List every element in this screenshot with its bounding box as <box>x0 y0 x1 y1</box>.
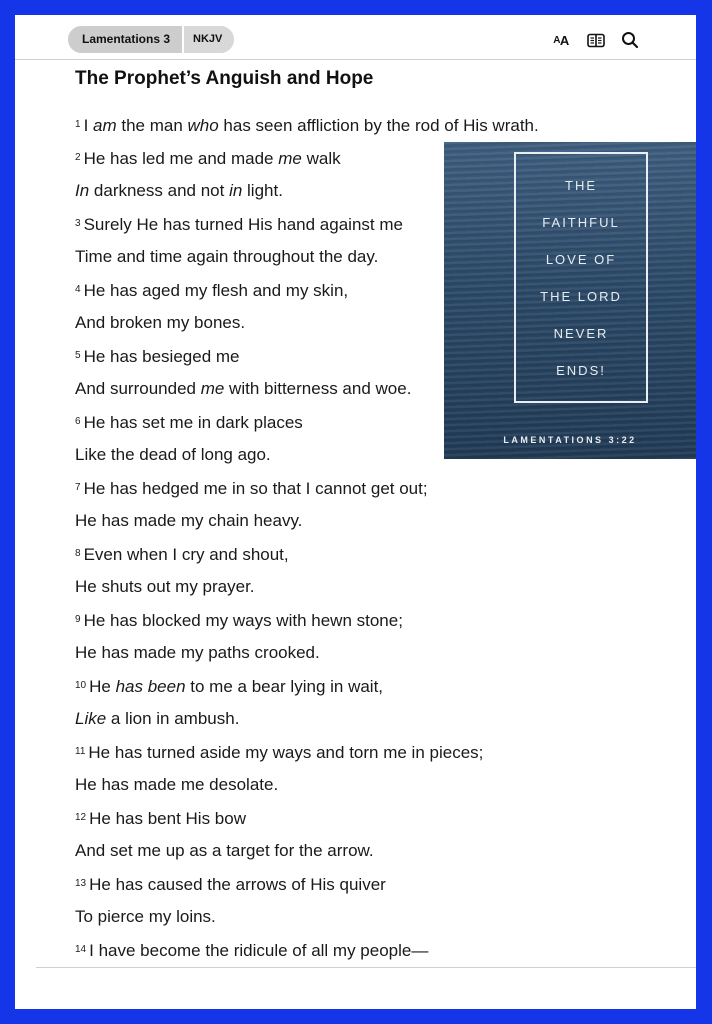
verse-number: 1 <box>75 119 81 130</box>
image-text-line: NEVER <box>553 326 609 341</box>
font-size-small-glyph: A <box>553 34 560 46</box>
verse-line[interactable] <box>75 542 635 575</box>
verse-line[interactable] <box>75 641 635 674</box>
verse-number: 10 <box>75 680 87 691</box>
verse-text: He has caused the arrows of His quiver <box>89 875 386 894</box>
verse-text: He <box>89 677 116 696</box>
verse-text: with bitterness and woe. <box>224 379 412 398</box>
verse-line[interactable] <box>75 872 635 905</box>
verse-text: He has bent His bow <box>89 809 246 828</box>
verse-text-italic: who <box>187 116 219 135</box>
verse-text-italic: has been <box>115 677 186 696</box>
font-size-icon[interactable] <box>549 29 573 51</box>
reference-selector <box>68 26 234 53</box>
verse-text: He has led me and made <box>83 149 279 168</box>
verse-line[interactable] <box>75 476 635 509</box>
verse-text-italic: am <box>93 116 117 135</box>
search-icon[interactable] <box>619 29 641 51</box>
verse-number: 13 <box>75 878 87 889</box>
verse-text: to me a bear lying in wait, <box>185 677 384 696</box>
verse-image[interactable] <box>444 142 696 459</box>
verse-line[interactable] <box>75 905 635 938</box>
verse-text: light. <box>242 181 283 200</box>
verse-text: Even when I cry and shout, <box>83 545 289 564</box>
verse-number: 3 <box>75 218 81 229</box>
verse-line[interactable] <box>75 608 635 641</box>
verse-text-italic: In <box>75 181 90 200</box>
verse-text: And surrounded <box>75 379 201 398</box>
top-toolbar <box>15 15 696 60</box>
verse-line[interactable] <box>75 806 635 839</box>
verse-number: 11 <box>75 746 86 757</box>
verse-text: walk <box>301 149 341 168</box>
verse-text: He has made me desolate. <box>75 775 279 794</box>
verse-text: He has set me in dark places <box>83 413 303 432</box>
verse-text: He has aged my flesh and my skin, <box>83 281 349 300</box>
verse-text: And broken my bones. <box>75 313 246 332</box>
verse-number: 9 <box>75 614 81 625</box>
verse-line[interactable] <box>75 707 635 740</box>
verse-number: 2 <box>75 152 81 163</box>
chapter-content <box>75 67 675 91</box>
verse-text: I have become the ridicule of all my people— <box>89 941 429 960</box>
book-chapter-button[interactable]: Lamentations 3 <box>68 26 182 53</box>
verse-text: He has made my paths crooked. <box>75 643 320 662</box>
verse-text: has seen affliction by the rod of His wrath. <box>218 116 539 135</box>
verse-number: 6 <box>75 416 81 427</box>
verse-line[interactable] <box>75 839 635 872</box>
verse-text: He has besieged me <box>83 347 240 366</box>
verse-line[interactable] <box>75 674 635 707</box>
verse-text: I <box>83 116 94 135</box>
verse-text: a lion in ambush. <box>106 709 240 728</box>
verse-line[interactable] <box>75 773 635 806</box>
verse-text: the man <box>116 116 188 135</box>
bible-reader-screen <box>15 15 696 1009</box>
verse-number: 14 <box>75 944 87 955</box>
verse-number: 4 <box>75 284 81 295</box>
bottom-divider <box>36 967 696 968</box>
verse-text: He has hedged me in so that I cannot get out; <box>83 479 428 498</box>
image-text-line: FAITHFUL <box>542 215 620 230</box>
verse-text: He has turned aside my ways and torn me in pieces; <box>88 743 484 762</box>
verse-text: darkness and not <box>89 181 230 200</box>
verse-number: 7 <box>75 482 81 493</box>
parallel-icon[interactable] <box>585 29 607 51</box>
verse-line[interactable] <box>75 740 635 773</box>
verse-text: Surely He has turned His hand against me <box>83 215 403 234</box>
image-text-line: THE LORD <box>540 289 622 304</box>
version-button[interactable]: NKJV <box>184 26 234 53</box>
section-heading: The Prophet’s Anguish and Hope <box>75 68 374 89</box>
verse-text-italic: Like <box>75 709 107 728</box>
verse-text: Time and time again throughout the day. <box>75 247 379 266</box>
verse-text: And set me up as a target for the arrow. <box>75 841 374 860</box>
verse-text-italic: me <box>200 379 225 398</box>
verse-line[interactable] <box>75 509 635 542</box>
verse-text: He shuts out my prayer. <box>75 577 255 596</box>
verse-text: He has made my chain heavy. <box>75 511 303 530</box>
image-reference: LAMENTATIONS 3:22 <box>503 435 637 445</box>
verse-text: He has blocked my ways with hewn stone; <box>83 611 403 630</box>
verse-text-italic: in <box>229 181 243 200</box>
image-text-line: LOVE OF <box>545 252 617 267</box>
verse-text: To pierce my loins. <box>75 907 216 926</box>
verse-number: 12 <box>75 812 87 823</box>
verse-number: 8 <box>75 548 81 559</box>
verse-line[interactable] <box>75 575 635 608</box>
image-text-line: THE <box>565 178 597 193</box>
verse-text: Like the dead of long ago. <box>75 445 271 464</box>
verse-number: 5 <box>75 350 81 361</box>
verse-text-italic: me <box>278 149 302 168</box>
image-text-line: ENDS! <box>556 363 606 378</box>
font-size-large-glyph: A <box>559 32 569 48</box>
